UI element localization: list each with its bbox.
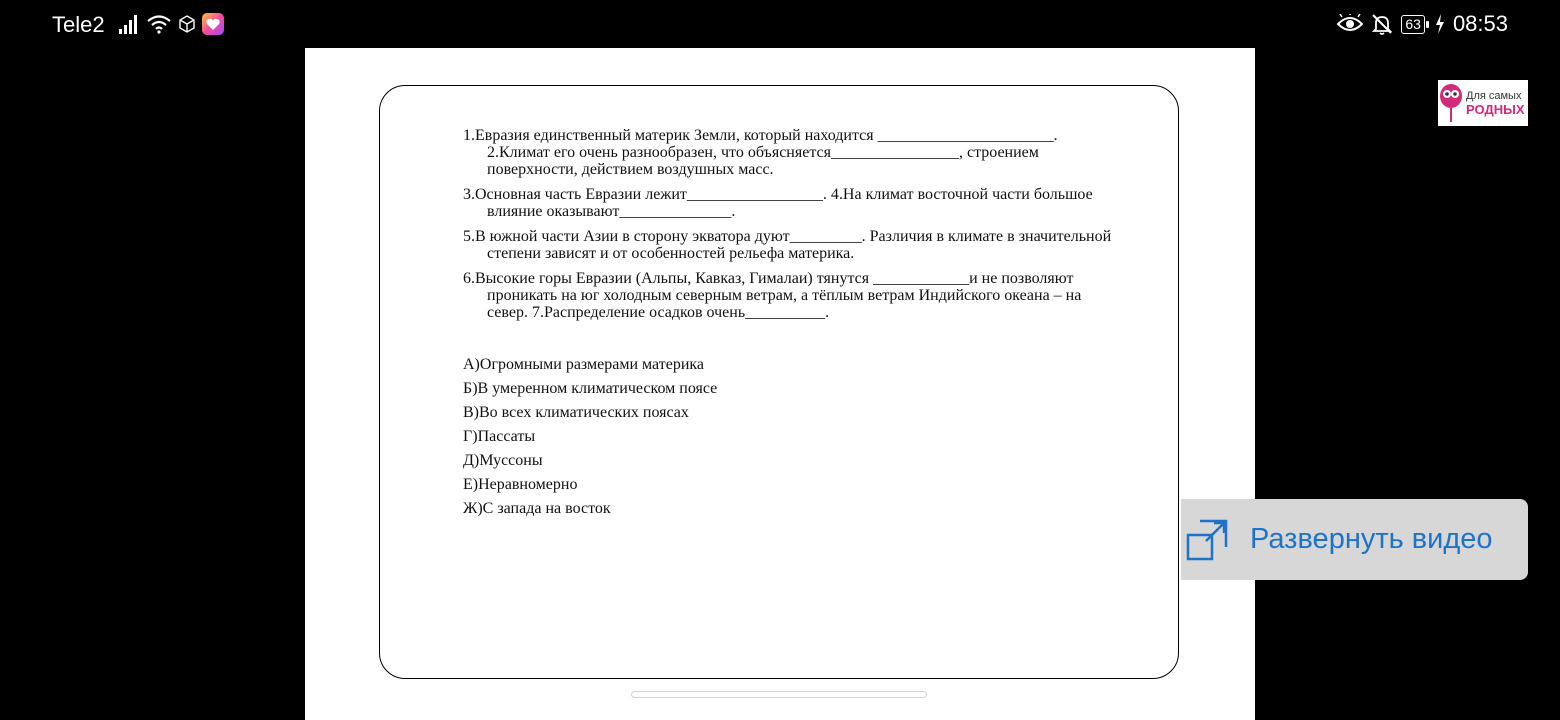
expand-icon [1186,519,1228,561]
answer-list [463,353,1123,521]
cube-icon [178,15,196,33]
bell-muted-icon [1371,13,1393,35]
signal-icon [118,14,140,34]
status-bar [0,0,1560,48]
logo-line-2: РОДНЫХ [1466,102,1525,117]
question-1-2: 1.Евразия единственный материк Земли, который находится ______________________. 2.Климат его очень разнообразен, что объясняется________________, строением поверхности, действием воздушных масс. [463,127,1058,178]
answer-zh: Ж)С запада на восток [463,500,611,517]
question-6-7: 6.Высокие горы Евразии (Альпы, Кавказ, Гималаи) тянутся ____________и не позволяют проникать на юг холодным северным ветрам, а тёплым ветрам Индийского океана – на север. 7.Распределение осадков очень__________. [463,270,1082,321]
charging-icon [1435,14,1445,34]
expand-video-label: Развернуть видео [1250,523,1493,555]
brand-logo [1438,80,1528,126]
heart-app-icon [202,13,224,35]
document-page[interactable] [305,48,1255,720]
status-icons-right [1337,11,1508,37]
clock: 08:53 [1452,11,1508,36]
carrier-name: Tele2 [52,12,105,37]
answer-v: В)Во всех климатических поясах [463,404,689,421]
answer-g: Г)Пассаты [463,428,536,445]
scroll-indicator[interactable] [631,691,927,698]
expand-video-button[interactable] [1181,499,1528,580]
document-text [463,127,1123,521]
logo-line-1: Для самых [1466,90,1522,102]
question-5: 5.В южной части Азии в сторону экватора дуют_________. Различия в климате в значительной степени зависят и от особенностей рельефа материка. [463,228,1112,262]
wifi-icon [146,14,172,34]
answer-b: Б)В умеренном климатическом поясе [463,380,718,397]
status-icons-left [118,13,224,35]
answer-d: Д)Муссоны [463,452,543,469]
logo-text [1466,90,1525,116]
owl-logo-icon [1438,82,1464,124]
battery-icon: 63 [1401,15,1425,34]
eye-icon [1337,14,1363,34]
answer-a: А)Огромными размерами материка [463,356,705,373]
answer-e: Е)Неравномерно [463,476,578,493]
question-3-4: 3.Основная часть Евразии лежит_________________. 4.На климат восточной части большое влияние оказывают______________. [463,186,1093,220]
